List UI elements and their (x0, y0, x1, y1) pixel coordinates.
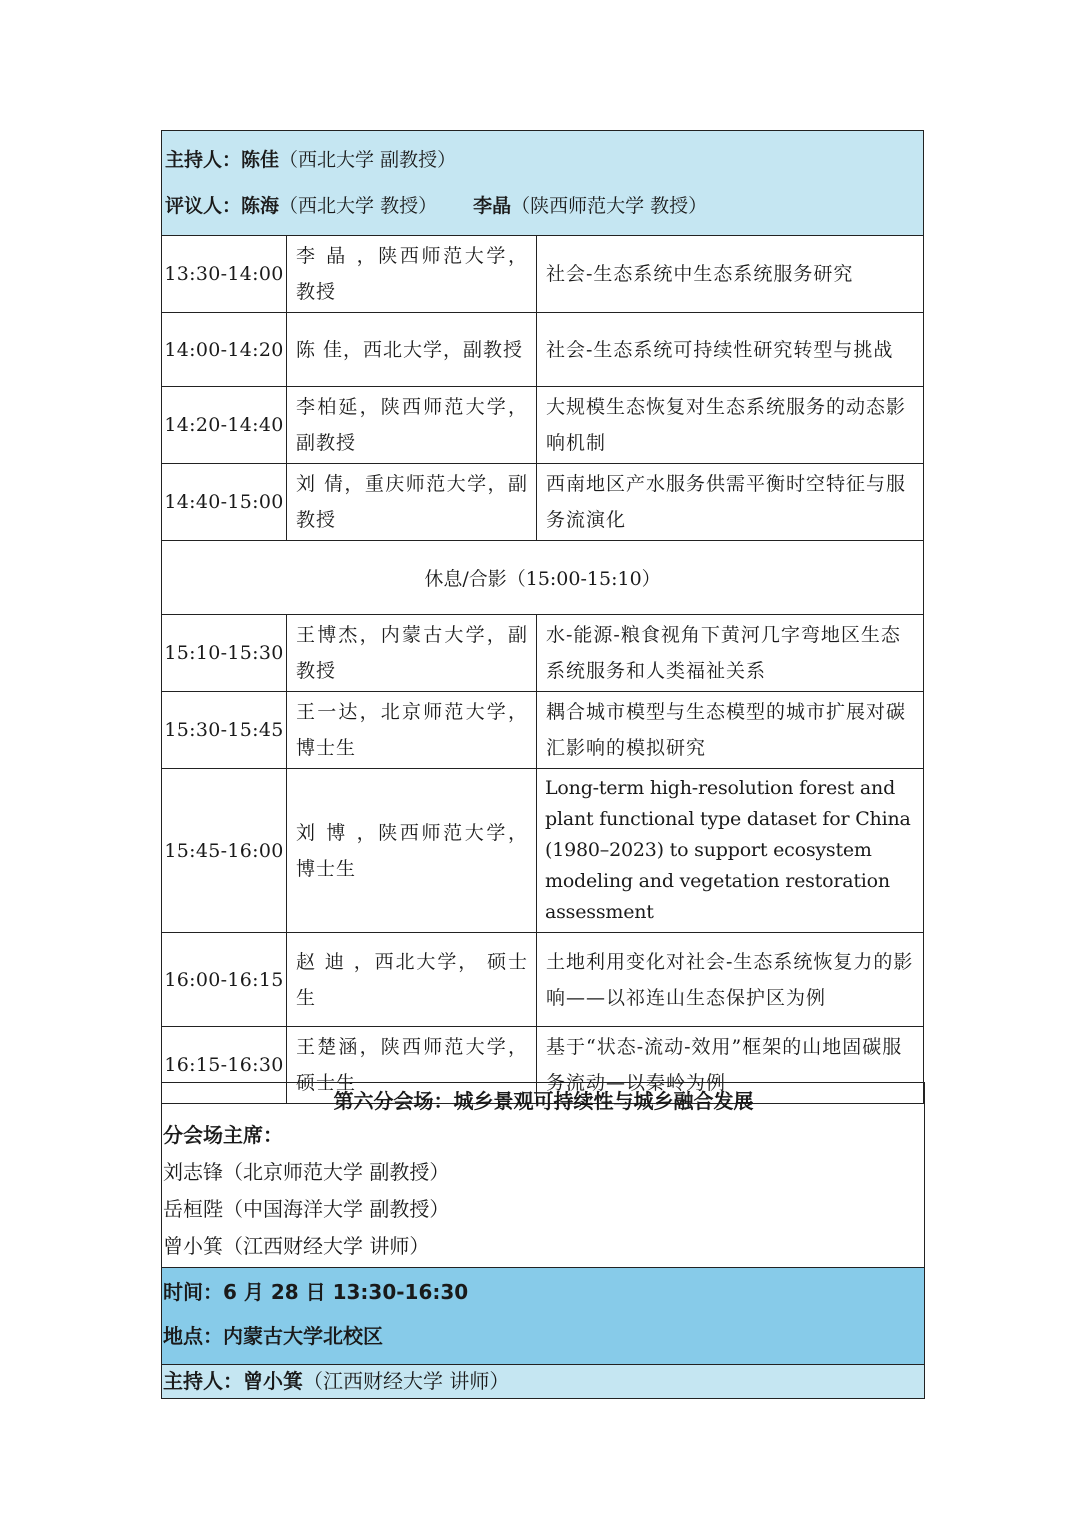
time-cell: 15:10-15:30 (162, 615, 287, 692)
table-row (162, 313, 924, 387)
chair-item: 曾小箕（江西财经大学 讲师） (163, 1234, 430, 1258)
session-six-host-cell: 主持人：曾小箕（江西财经大学 讲师） (162, 1365, 925, 1399)
time-cell: 16:15-16:30 (162, 1027, 287, 1104)
speaker-cell: 李 晶 ，陕西师范大学，教授 (287, 236, 537, 313)
title-cell: 西南地区产水服务供需平衡时空特征与服务流演化 (537, 464, 924, 541)
time-cell: 15:45-16:00 (162, 769, 287, 933)
title-cell: 水-能源-粮食视角下黄河几字弯地区生态系统服务和人类福祉关系 (537, 615, 924, 692)
host-line: 主持人：陈佳（西北大学 副教授） (165, 149, 457, 171)
chairs-label: 分会场主席： (163, 1123, 283, 1147)
session-six-header-row (162, 1083, 925, 1268)
table-row (162, 769, 924, 933)
speaker-cell: 赵 迪 ，西北大学， 硕士生 (287, 933, 537, 1027)
break-cell: 休息/合影（15:00-15:10） (162, 541, 924, 615)
time-cell: 14:00-14:20 (162, 313, 287, 387)
time-cell: 13:30-14:00 (162, 236, 287, 313)
speaker-cell: 李柏延，陕西师范大学， 副教授 (287, 387, 537, 464)
speaker-cell: 刘 倩，重庆师范大学，副教授 (287, 464, 537, 541)
time-cell: 16:00-16:15 (162, 933, 287, 1027)
title-cell: 大规模生态恢复对生态系统服务的动态影响机制 (537, 387, 924, 464)
time-cell: 14:40-15:00 (162, 464, 287, 541)
title-cell: 社会-生态系统可持续性研究转型与挑战 (537, 313, 924, 387)
session-six-host-row (162, 1365, 925, 1399)
speaker-cell: 王一达，北京师范大学，博士生 (287, 692, 537, 769)
speaker-cell: 刘 博 ，陕西师范大学， 博士生 (287, 769, 537, 933)
host-reviewer-row (162, 131, 924, 236)
time-line: 时间：6 月 28 日 13:30-16:30 (163, 1280, 469, 1304)
place-line: 地点：内蒙古大学北校区 (163, 1324, 383, 1348)
chair-item: 刘志锋（北京师范大学 副教授） (163, 1160, 450, 1184)
title-cell: 耦合城市模型与生态模型的城市扩展对碳汇影响的模拟研究 (537, 692, 924, 769)
table-row (162, 933, 924, 1027)
session-six-title: 第六分会场：城乡景观可持续性与城乡融合发展 (333, 1089, 754, 1113)
session-six-header-cell (162, 1083, 925, 1268)
table-row (162, 464, 924, 541)
time-cell: 15:30-15:45 (162, 692, 287, 769)
host-reviewer-cell (162, 131, 924, 236)
title-cell: 土地利用变化对社会-生态系统恢复力的影响——以祁连山生态保护区为例 (537, 933, 924, 1027)
speaker-cell: 王博杰，内蒙古大学，副教授 (287, 615, 537, 692)
chair-item: 岳桓陛（中国海洋大学 副教授） (163, 1197, 450, 1221)
title-cell: 社会-生态系统中生态系统服务研究 (537, 236, 924, 313)
time-place-cell (162, 1268, 925, 1365)
title-cell: 基于“状态-流动-效用”框架的山地固碳服务流动—以秦岭为例 (537, 1027, 924, 1104)
reviewer-line: 评议人：陈海（西北大学 教授） 李晶（陕西师范大学 教授） (165, 195, 708, 217)
break-row (162, 541, 924, 615)
time-cell: 14:20-14:40 (162, 387, 287, 464)
table-row (162, 387, 924, 464)
table-row (162, 692, 924, 769)
speaker-cell: 王楚涵，陕西师范大学， 硕士生 (287, 1027, 537, 1104)
session-six-table (161, 1082, 925, 1399)
time-place-row (162, 1268, 925, 1365)
speaker-cell: 陈 佳，西北大学，副教授 (287, 313, 537, 387)
session-schedule-table (161, 130, 924, 1104)
table-row (162, 236, 924, 313)
table-row (162, 615, 924, 692)
title-cell: Long-term high-resolution forest and plant functional type dataset for China (1980–2023) to support ecosystem modeling and vegetation restoration assessment (537, 769, 924, 933)
